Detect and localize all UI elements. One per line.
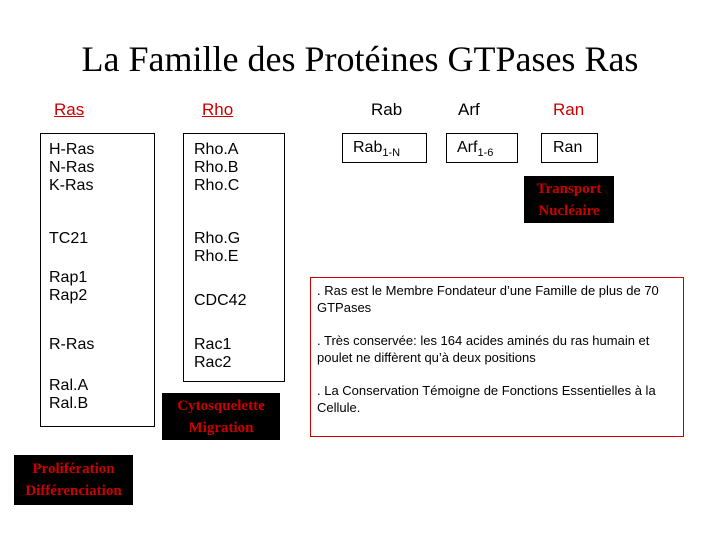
list-item: K-Ras bbox=[49, 177, 94, 194]
rab-member-box bbox=[342, 133, 427, 163]
list-item: Ral.B bbox=[49, 395, 89, 412]
list-item: H-Ras bbox=[49, 141, 95, 158]
list-item: R-Ras bbox=[49, 336, 95, 353]
ran-function-box: Transport Nucléaire bbox=[524, 176, 614, 223]
column-header-ran: Ran bbox=[553, 100, 585, 119]
rho-function-box: Cytosquelette Migration bbox=[162, 393, 280, 440]
rho-group-rho bbox=[194, 141, 239, 195]
list-item: TC21 bbox=[49, 230, 89, 247]
arf-member-box bbox=[446, 133, 518, 163]
column-header-rho: Rho bbox=[202, 100, 234, 119]
rab-member-base: Rab bbox=[353, 139, 383, 156]
list-item: Rap1 bbox=[49, 269, 88, 286]
ran-member-box bbox=[541, 133, 598, 163]
list-item: Rho.C bbox=[194, 177, 240, 194]
list-item: Ral.A bbox=[49, 377, 89, 394]
list-item: Rap2 bbox=[49, 287, 88, 304]
notes-box bbox=[310, 277, 684, 437]
list-item: Rac2 bbox=[194, 354, 232, 371]
ras-group-rras bbox=[49, 336, 94, 354]
note-essential: . La Conservation Témoigne de Fonctions Essentielles à la Cellule. bbox=[317, 383, 656, 415]
ras-group-tc21 bbox=[49, 230, 88, 248]
rho-group-cdc42 bbox=[194, 292, 246, 310]
note-founder: . Ras est le Membre Fondateur d’une Famille de plus de 70 GTPases bbox=[317, 283, 659, 315]
list-item: Rho.B bbox=[194, 159, 239, 176]
list-item: Rac1 bbox=[194, 336, 232, 353]
column-header-ras: Ras bbox=[54, 100, 85, 119]
ras-function-box: Prolifération Différenciation bbox=[14, 455, 133, 505]
list-item: Rho.G bbox=[194, 230, 241, 247]
note-conservation: . Très conservée: les 164 acides aminés du ras humain et poulet ne diffèrent qu’à deux positions bbox=[317, 333, 650, 365]
list-item: N-Ras bbox=[49, 159, 95, 176]
rho-group-rhog bbox=[194, 230, 240, 266]
page-title: La Famille des Protéines GTPases Ras bbox=[81, 39, 639, 79]
list-item: Rho.A bbox=[194, 141, 239, 158]
ran-member: Ran bbox=[553, 139, 583, 156]
rab-member-sub: 1-N bbox=[382, 147, 401, 159]
arf-member-base: Arf bbox=[457, 139, 478, 156]
rho-group-rac bbox=[194, 336, 231, 372]
rho-members-box bbox=[183, 133, 285, 382]
ras-members-box bbox=[40, 133, 155, 427]
ras-group-ral bbox=[49, 377, 88, 413]
column-header-arf: Arf bbox=[458, 100, 480, 119]
list-item: CDC42 bbox=[194, 292, 247, 309]
list-item: Rho.E bbox=[194, 248, 239, 265]
arf-member-sub: 1-6 bbox=[477, 147, 494, 159]
ras-group-classic bbox=[49, 141, 94, 195]
ras-group-rap bbox=[49, 269, 87, 305]
column-header-rab: Rab bbox=[371, 100, 403, 119]
